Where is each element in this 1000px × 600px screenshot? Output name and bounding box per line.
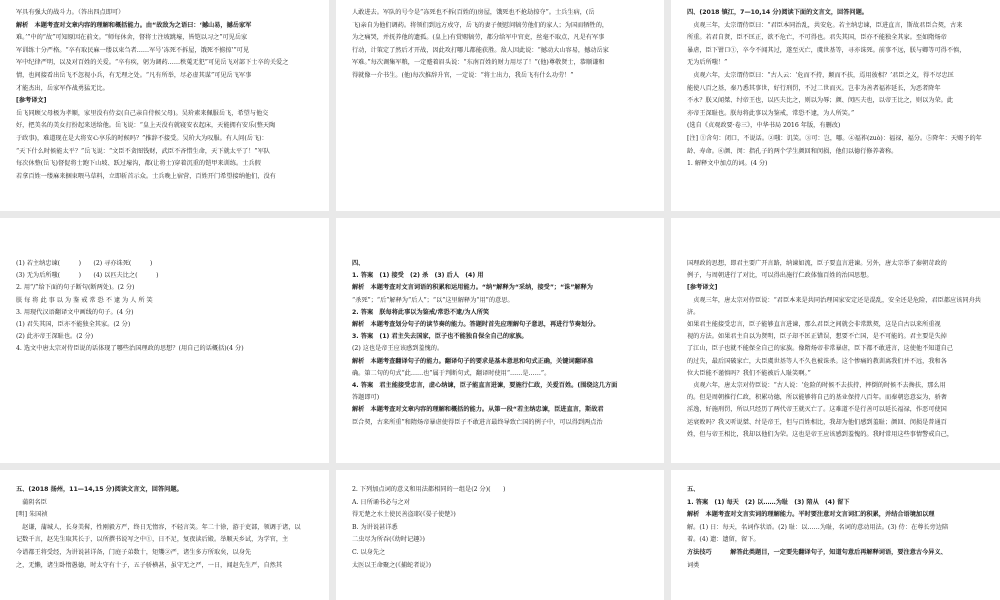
- text-line: 得无楚之水土使民善盗耶(《晏子使楚》): [352, 511, 456, 519]
- text-line: 了江山，臣子也就不能保全自己的家族。像隋炀帝非常暴虐，臣下都不敢进言，这使他不知道自己: [687, 345, 954, 353]
- text-line: 1. 答案 (1) 每天 (2) 以……为耻 (3) 陪从 (4) 留下: [687, 498, 850, 506]
- page-6[interactable]: [671, 218, 1000, 463]
- text-line: 4. 答案 君主能接受忠言，虚心纳谏，臣子能直言进谏，要施行仁政，关爱百姓。(围绕这几方面: [352, 382, 618, 390]
- text-line: 暴虐，臣下钳口①，卒令不闻其过，遂至灭亡，虞世基等，寻亦诛死。前事不远，朕与卿等可得不慎，: [687, 46, 966, 54]
- text-line: 四、: [352, 260, 365, 267]
- page-5[interactable]: [336, 218, 664, 463]
- text-line: 解析 本题考查翻译句子的能力。翻译句子的要求是基本意思和句式正确，关键词翻译准: [352, 357, 594, 365]
- text-line: 军难。”每次调集军粮，一定蹙着眉头说：“东南百姓的财力用尽了！”(他)尊敬贤士，恭顺谦和: [352, 59, 605, 67]
- text-line: 1. 解释文中加点的词。(4 分): [687, 160, 768, 168]
- text-line: 无为后所嗤！”: [687, 59, 728, 67]
- text-line: 为之痛哭，并抚养他的遗孤。(皇上)有赏赐犒劳，都分给军中官吏，丝毫不取点，凡是有军事: [352, 34, 605, 42]
- text-line: 每次休整(岳飞)督促将士跑下山坡、跃过壕沟，都(让将士)穿着沉重的铠甲来训练。士兵假: [16, 160, 261, 168]
- text-line: C. 以身先之: [352, 548, 386, 556]
- page-7[interactable]: [0, 470, 329, 600]
- text-line: (选自《贞观政要·卷三》，中华书局 2016 年版，有删改): [687, 122, 841, 130]
- text-line: 3. 用现代汉语翻译文中画线的句子。(4 分): [16, 308, 134, 316]
- text-line: 例子，与周朝进行了对比，可以得出施行仁政体恤百姓的治国思想。: [687, 272, 873, 280]
- text-line: 贞观三年，唐太宗对侍臣说：“君臣本来是共同治理国家安定还是混乱，安全还是危险，君臣都应该同舟共济。: [687, 296, 981, 316]
- text-line: [参考译文]: [687, 284, 718, 292]
- text-line: 难。’”中的“故”可知原因在前文。“师每休舍，督将士注坡跳壕，皆铠以习之”可见岳家: [16, 34, 248, 42]
- text-line: (2) 此亦帝王深耻也。(2 分): [16, 333, 94, 341]
- text-line: 方法技巧 解答此类题目，一定要先翻译句子，知道句意后再解释词语，要注意古今异义、: [687, 548, 947, 556]
- text-line: 4. 选文中唐太宗对侍臣说的话体现了哪些治国理政的思想？(用自己的话概括)(4 分): [16, 345, 244, 353]
- text-line: 的。但是周朝推行仁政，积累功德，所以能够将自己的基业保持八百年。而秦朝恣意妄为，骄奢: [687, 394, 947, 402]
- text-line: 不永？朕又闻桀、纣帝王也，以匹夫比之，则以为辱；颜、闵匹夫也，以帝王比之，则以为荣。此: [687, 97, 954, 105]
- text-line: 情，也间接看出岳飞不忽视小兵，有无理之处。“凡有所举，尽必虚其谋”可见岳飞军事: [16, 71, 252, 79]
- text-line: [明] 朱国祯: [16, 511, 48, 519]
- text-line: 飞)亲自为他们调药。将领们到远方戍守，岳飞的妻子便慰问犒劳他们的家人；为国而牺牲的，: [352, 21, 609, 29]
- text-line: 人敢进去。军队的号令是“冻死也不拆(百姓的)房屋，饿死也不抢劫掠夺”。士兵生病，(岳: [352, 9, 595, 16]
- text-line: 于政事)，难道现在是大将安心享乐的时候吗？”推辞不接受。吴玠大为叹服。有人问(岳飞)：: [16, 134, 268, 142]
- text-line: 贞观三年，太宗谓侍臣曰：“君臣本同治乱，共安危。若主纳忠谏，臣进直言，斯故君臣合契，古来: [687, 21, 963, 29]
- text-line: 若拿百姓一缕麻来捆束喂马草料，立即斩首示众。士兵晚上宿营，百姓开门希望接纳他们，没有: [16, 172, 276, 180]
- text-line: 解析 本题考查对文章内容的理解和概括能力。由“故敌为之语曰：‘撼山易，撼岳家军: [16, 21, 252, 29]
- text-line: 行动，计策定了然后才开战，因此攻打哪儿都能获胜。敌人因此说：“撼动大山容易，撼动岳家: [352, 46, 609, 54]
- text-line: 运衰败吗？我又听说桀、纣是帝王，但与百姓相比，我却为他们感到羞耻；颜回、闵损是普通百: [687, 418, 947, 426]
- page-9[interactable]: [671, 470, 1000, 600]
- text-line: 才能杰出，岳家军作战勇猛无比。: [16, 84, 109, 92]
- page-2[interactable]: [336, 0, 664, 211]
- text-line: 蒲阴名臣: [16, 498, 47, 506]
- text-line: 姓，但与帝王相比，我却以他们为荣。这也是帝王应该感到羞愧的。我时常用这些事情警戒自己，: [687, 430, 954, 438]
- text-line: 得就像一介书生。(他)每次推辞升官，一定说：“将士出力，我岳飞有什么功劳！”: [352, 71, 574, 79]
- text-line: 军中纪律严明，以及对百姓的关爱。“卒有疾，躬为调药……秩蒐无犯”可见岳飞对部下士卒的关爱之: [16, 59, 289, 67]
- text-line: B. 为讲说甚详悉: [352, 523, 398, 531]
- text-line: 五、(2018 扬州，11—14,15 分)阅读文言文，回答问题。: [16, 486, 183, 493]
- text-line: 如果君主能接受忠言，臣子能够直言进谏，那么君臣之间就会非常默契，这是自古以来所重视: [687, 321, 941, 329]
- text-line: 今谱都王将受经，为讲说甚详备，门庭子弟数十，矩矱②严，诸生多方所取矣，以身先: [16, 548, 252, 556]
- text-line: (3) 无为后所嗤( ) (4) 以匹夫比之( ): [16, 272, 159, 280]
- text-line: (1) 若主纳忠谏( ) (2) 寻亦诛死( ): [16, 260, 153, 267]
- text-line: 五、: [687, 486, 700, 493]
- text-line: 解析 本题考查对文章内容的理解和概括的能力。从第一段“若主纳忠谏，臣进直言，斯故君: [352, 406, 604, 414]
- text-line: 解。(1) 日：每天，名词作状语。(2) 耻：以……为耻，名词的意动用法。(3) 侍：在尊长旁边陪: [687, 523, 949, 531]
- text-line: 视的方法。如果君主自以为贤明，臣子却不匡正错误，想要不亡国，是不可能的。君主要是失掉: [687, 333, 947, 341]
- text-line: 朕 每 将 此 事 以 为 鉴 戒 常 恐 不 逮 为 人 所 笑: [16, 296, 153, 304]
- text-line: 国理政的思想，即君主要广开言路，纳谏如流，臣子要直言进谏。另外，唐太宗举了秦朝苛政的: [687, 260, 947, 267]
- page-3[interactable]: [671, 0, 1000, 211]
- text-line: 贞观六年，太宗谓侍臣曰：“古人云：‘危而不持，颠而不扶，焉用彼相？’君臣之义，得不尽忠匡: [687, 71, 954, 79]
- text-line: 解析 本题考查对文言实词的理解能力。平时要注意对文言词汇的积累，并结合语境加以理: [687, 511, 935, 519]
- text-line: 3. 答案 (1) 君主失去国家，臣子也不能独自保全自己的家族。: [352, 333, 528, 341]
- text-line: 答题即可): [352, 394, 380, 402]
- text-line: 军具有强大的战斗力。（答出四点即可）: [16, 9, 125, 16]
- text-line: 记数千言，赵先生取其长于，以所撰书说写之中①，日不足，复夜读后殿。举顺天乡试，为学官，主: [16, 536, 289, 544]
- text-line: 之，无懒，诸生卧惰愚德，时太守有十子，五子骄横甚，虽守无之严，一日，闻赵先生严，自然其: [16, 561, 283, 569]
- text-line: A. 日所诵书必与之对: [352, 498, 410, 506]
- page-1[interactable]: [0, 0, 329, 211]
- text-line: [参考译文]: [16, 97, 47, 105]
- text-line: 解析 本题考查划分句子的读节奏的能力。答题时首先应理解句子意思，再进行节奏划分。: [352, 321, 600, 329]
- text-line: 位大臣能不谨慎吗？我们不能被后人耻笑啊。”: [687, 369, 811, 377]
- text-line: 词类: [687, 561, 700, 569]
- text-line: 二虫尽为所吞(《幼时记趣》): [352, 536, 425, 544]
- text-line: 四、(2018 镇江，7—10,14 分)阅读下面的文言文，回答问题。: [687, 9, 868, 16]
- text-line: 的过失，最后国破家亡，大臣虞世基等人不久也被诛杀。这个惨痛的教训离我们并不远，我和各: [687, 357, 947, 365]
- text-line: 着。(4) 遗：遗留，留下。: [687, 536, 760, 544]
- text-line: 解析 本题考查对文言词语的积累和运用能力。“纳”解释为“采纳，接受”；“诛”解释为: [352, 284, 593, 292]
- text-line: 能使八百之基，秦乃悉其事世，好行刑罚，不过二世而灭。岂非为善者福祚延长，为恶者降年: [687, 84, 941, 92]
- text-line: 太医以王命聚之(《捕蛇者说》): [352, 561, 432, 569]
- page-8[interactable]: [336, 470, 664, 600]
- text-line: [注] ①含句：闭口，不说话。②嗤：讥笑。③可：岂，哪。④福祚(zuò)：福禄，福分。⑤降年：天赐予的年龄、寿命。⑥颜、闵：指孔子的两个学生颜回和闵损，他们以德行修养著称。: [687, 134, 982, 155]
- text-line: 2. 答案 朕每将此事以为鉴戒/常恐不逮/为人所笑: [352, 308, 490, 316]
- text-line: (1) 君失其国，臣亦不能独全其家。(2 分): [16, 321, 131, 329]
- text-line: 臣合契，古来所重”和隋炀帝暴虐使得臣子不敢进言最终导致亡国的例子中，可以得到两点治: [352, 418, 603, 426]
- text-line: 好，把美名的美女打扮起来送给他。岳飞说：“皇上天没有就寝安衣起床，天能拥有安乐(整天陶: [16, 122, 276, 130]
- text-line: 赵谦，蒲城人，长身美髯，性刚毅方严，终日无惰容，不轻言笑。年二十徐，游于吏部，领调于诸，以: [16, 523, 301, 531]
- text-line: “杀死”；“后”解释为“后人”；“以”这里解释为“用”的意思。: [352, 296, 514, 304]
- text-line: 亦帝王深耻也。朕每将此事以为鉴戒，常恐不逮，为人所笑。”: [687, 109, 855, 117]
- page-4[interactable]: [0, 218, 329, 463]
- text-line: 确。第二句的句式“此……也”属于判断句式，翻译时使用“……是……”。: [352, 369, 551, 377]
- text-line: 所重。若君自贤，臣不匡正，欲不危亡，不可得也。君失其国，臣亦不能独全其家。至如隋炀帝: [687, 34, 947, 42]
- text-line: 军训练十分严格。“卒有取民麻一缕以束刍者……军号‘冻死不拆屋，饿死不掳掠’”可见: [16, 46, 250, 54]
- text-line: 贞观六年，唐太宗对侍臣说：“古人说：‘危险的时候不去扶持，摔倒的时候不去搀扶，那么用: [687, 382, 946, 390]
- text-line: 岳飞同顾父母极为孝顺，家里没有侍妾(自己亲自侍候父母)。吴玠素来佩服岳飞，希望与他交: [16, 109, 269, 117]
- text-line: (2) 这也是帝王应该感到羞愧的。: [352, 345, 444, 353]
- text-line: 2. 用“/”给下面的句子断句(断两处)。(2 分): [16, 284, 135, 292]
- text-line: 2. 下列加点词的意义和用法都相同的一组是(2 分)( ): [352, 486, 506, 493]
- text-line: “天下什么时候能太平？”岳飞说：“文臣不贪图钱财，武臣不吝惜生命，天下就太平了！”军队: [16, 147, 270, 155]
- text-line: 1. 答案 (1) 接受 (2) 杀 (3) 后人 (4) 用: [352, 272, 484, 280]
- text-line: 淫逸，好施刑罚，所以只经历了两代帝王就灭亡了。这难道不是行善可以延长福禄，作恶可使国: [687, 406, 947, 414]
